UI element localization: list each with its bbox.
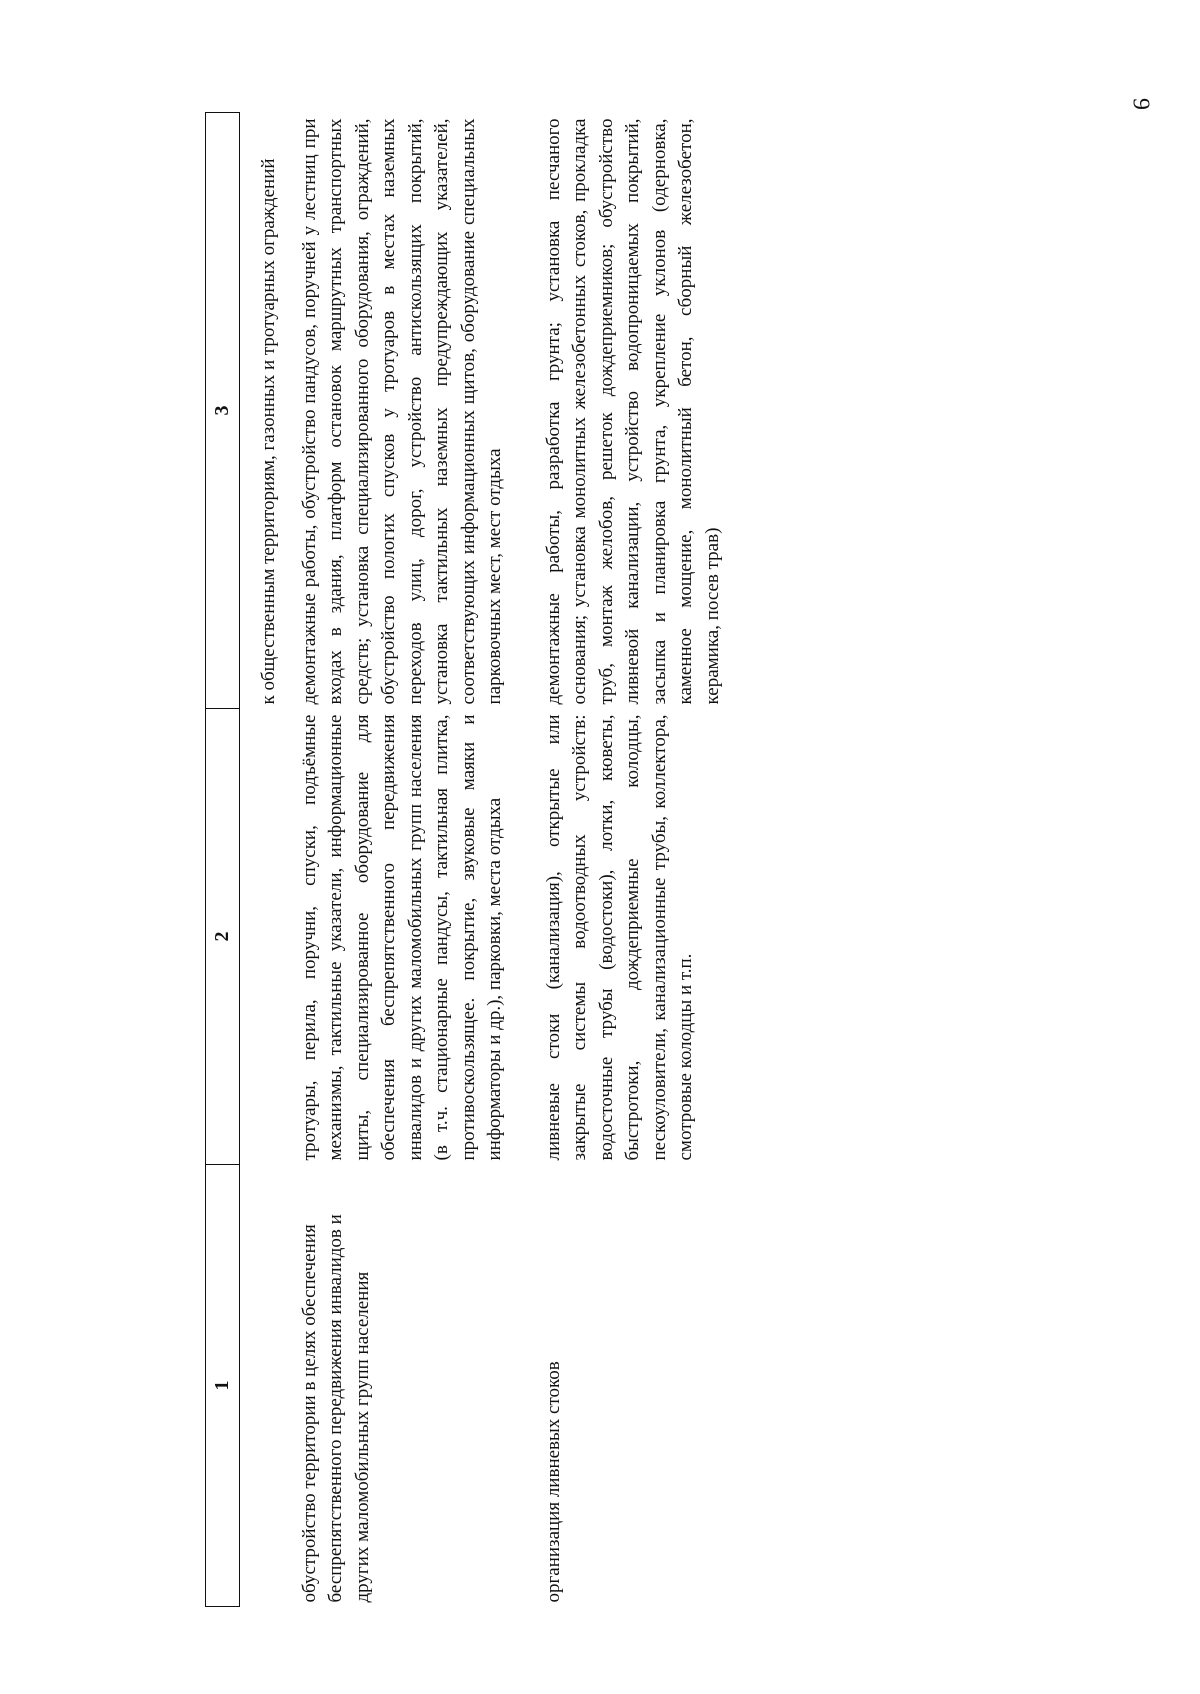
rotated-table-container (205, 113, 985, 1607)
works-table (205, 112, 726, 1607)
elements-cell: ливневые стоки (канализация), открытые или закрытые системы водоотводных устройств: водосточные трубы (водостоки), лотки, кюветы, быстротоки, дождеприемные колодцы, пескоуловители, канализационные трубы, коллектора, смотровые колодцы и т.п. (542, 714, 696, 1161)
cell-empty (240, 1165, 293, 1607)
table-header-row (206, 113, 240, 1607)
works-cell-continued: к общественным территориям, газонных и тротуарных ограждений (258, 158, 279, 705)
table-row (293, 113, 531, 1607)
table-row (531, 113, 727, 1607)
cell-empty (240, 709, 293, 1165)
column-header-1: 1 (206, 1165, 240, 1607)
works-cell: демонтажные работы, разработка грунта; установка песчаного основания; установка монолитных железобетонных стоков, прокладка труб, монтаж желобов, решеток дождеприемников; обустройство ливневой канализации, устройство водопроницаемых покрытий, засыпка и планировка грунта, укрепление уклонов (одерновка, каменное мощение, монолитный бетон, сборный железобетон, керамика, посев трав) (542, 118, 723, 705)
object-name-cell: обустройство территории в целях обеспечения беспрепятственного передвижения инвалидов и других маломобильных групп населения (298, 1214, 373, 1603)
works-cell: демонтажные работы, обустройство пандусов, поручней у лестниц при входах в здания, платформ остановок маршрутных транспортных средств; установка специализированного оборудования, ограждений, обустройство пологих спусков у тротуаров в местах наземных переходов улиц, дорог, устройство антискользящих покрытий, установка тактильных наземных предупреждающих указателей, соответствующих информационных щитов, оборудование специальных парковочных мест, мест отдыха (298, 118, 505, 705)
column-header-2: 2 (206, 709, 240, 1165)
page-number: 9 (1127, 98, 1154, 110)
table-row-continuation (240, 113, 293, 1607)
object-name-cell: организация ливневых стоков (542, 1361, 564, 1603)
elements-cell: тротуары, перила, поручни, спуски, подъёмные механизмы, тактильные указатели, информационные щиты, специализированное оборудование для обеспечения беспрепятственного передвижения инвалидов и других маломобильных групп населения (в т.ч. стационарные пандусы, тактильная плитка, противоскользящее. покрытие, звуковые маяки и информаторы и др.), парковки, места отдыха (298, 714, 505, 1161)
column-header-3: 3 (206, 113, 240, 709)
